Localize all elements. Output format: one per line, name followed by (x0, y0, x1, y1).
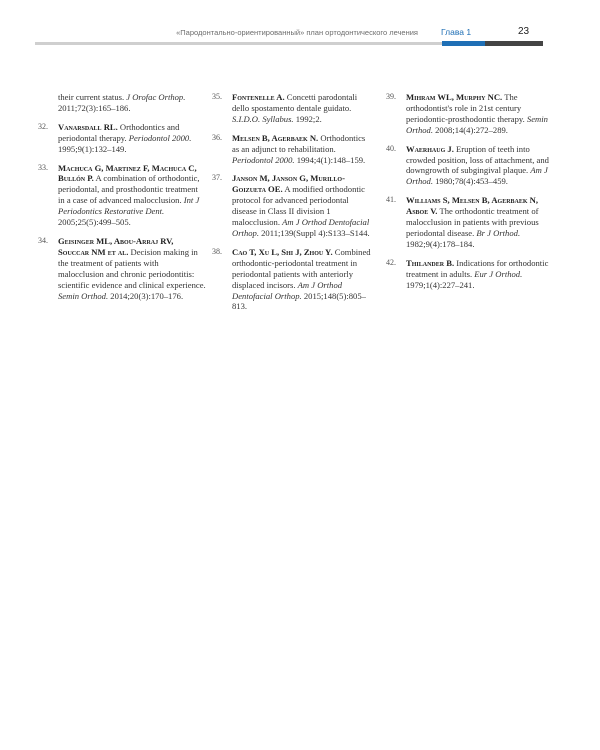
references-column-1 (38, 92, 206, 309)
header-rule (35, 42, 442, 45)
reference-item: 42. Thilander B. Indications for orthodontic treatment in adults. Eur J Orthod. 1979;1(4):227–241. (386, 257, 549, 290)
reference-item: 37. Janson M, Janson G, Murillo-Goizueta OE. A modified orthodontic protocol for advanced periodontal disease in Class II division 1 malocclusion. Am J Orthod Dentofacial Orthop. 2011;139(Suppl 4):S133–S144. (212, 173, 370, 238)
reference-item: 35. Fontenelle A. Concetti parodontali dello spostamento dentale guidato. S.I.D.O. Syllabus. 1992;2. (212, 92, 358, 124)
reference-item: their current status. J Orofac Orthop. 2011;72(3):165–186. (58, 92, 186, 113)
references-column-3 (386, 92, 550, 299)
reference-item: 34. Geisinger ML, Abou-Arraj RV, Souccar NM et al. Decision making in the treatment of patients with malocclusion and chronic periodontitis: scientific evidence and clinical experience. Semin Orthod. 2014;20(3):170–176. (38, 235, 206, 301)
page-rule-accent (485, 41, 543, 46)
running-title: «Пародонтально-ориентированный» план ортодонтического лечения (176, 28, 418, 37)
reference-item: 38. Cao T, Xu L, Shi J, Zhou Y. Combined orthodontic-periodontal treatment in periodontal patients with anteriorly displaced incisors. Am J Orthod Dentofacial Orthop. 2015;148(5):805–813. (212, 246, 371, 312)
chapter-rule-accent (442, 41, 485, 46)
references-column-2 (212, 92, 372, 320)
reference-item: 40. Waerhaug J. Eruption of teeth into crowded position, loss of attachment, and downgrowth of subgingival plaque. Am J Orthod. 1980;78(4):453–459. (386, 143, 549, 187)
page-header (0, 24, 600, 46)
reference-item: 41. Williams S, Melsen B, Agerbaek N, Asboe V. The orthodontic treatment of malocclusion in patients with previous periodontal disease. Br J Orthod. 1982;9(4):178–184. (386, 195, 539, 249)
reference-item: 36. Melsen B, Agerbaek N. Orthodontics as an adjunct to rehabilitation. Periodontol 2000. 1994;4(1):148–159. (212, 132, 366, 165)
reference-item: 32. Vanarsdall RL. Orthodontics and periodontal therapy. Periodontol 2000. 1995;9(1):132–149. (38, 121, 192, 154)
page-number: 23 (518, 26, 530, 37)
reference-item: 39. Mihram WL, Murphy NC. The orthodontist's role in 21st century periodontic-prosthodontic therapy. Semin Orthod. 2008;14(4):272–289. (386, 92, 548, 135)
reference-item: 33. Machuca G, Martinez F, Machuca C, Bullón P. A combination of orthodontic, periodontal, and prosthodontic treatment in a case of advanced malocclusion. Int J Periodontics Restorative Dent. 2005;25(5):499–505. (38, 162, 200, 228)
chapter-label: Глава 1 (441, 27, 472, 37)
